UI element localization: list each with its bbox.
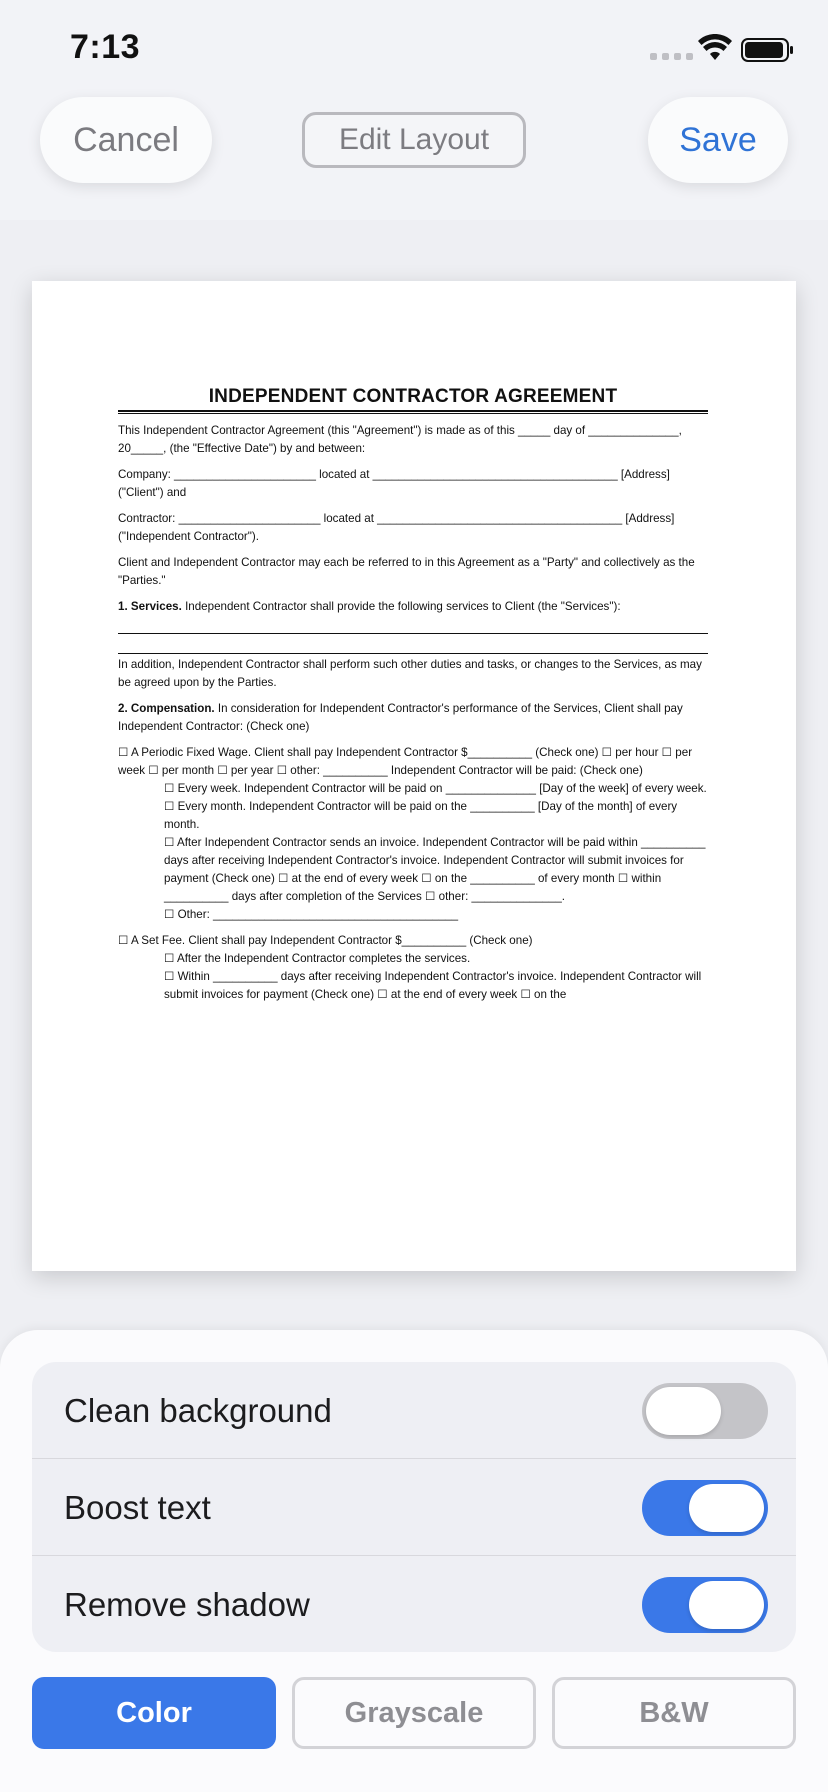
- remove-shadow-toggle[interactable]: [642, 1577, 768, 1633]
- clean-background-toggle[interactable]: [642, 1383, 768, 1439]
- document-page[interactable]: [32, 281, 796, 1271]
- option-label: Remove shadow: [64, 1585, 310, 1623]
- doc-every-week: ☐ Every week. Independent Contractor will be paid on ______________ [Day of the week] of every week.: [164, 782, 707, 795]
- option-boost-text[interactable]: [32, 1459, 796, 1556]
- bw-mode-button[interactable]: B&W: [552, 1677, 796, 1749]
- doc-company: Company: ______________________ located at ______________________________________ [Address] ("Client") and: [118, 468, 670, 499]
- services-heading: 1. Services.: [118, 600, 182, 613]
- document-title: INDEPENDENT CONTRACTOR AGREEMENT: [208, 386, 618, 407]
- doc-every-month: ☐ Every month. Independent Contractor will be paid on the __________ [Day of the month] of every month.: [164, 800, 678, 831]
- option-clean-background[interactable]: [32, 1362, 796, 1459]
- toggle-knob: [689, 1484, 764, 1532]
- document-content: [118, 386, 708, 1004]
- document-preview-area: [0, 220, 828, 1330]
- cancel-button[interactable]: Cancel: [40, 97, 212, 183]
- doc-after-invoice: ☐ After Independent Contractor sends an invoice. Independent Contractor will be paid within __________ days after receiving Independent Contractor's invoice. Independent Contractor will submit invoices for payment (Check one) ☐ at the end of every week ☐ on the __________ of every month ☐ within __________ days after completion of the Services ☐ other: ______________.: [164, 836, 706, 903]
- boost-text-toggle[interactable]: [642, 1480, 768, 1536]
- services-blank-line-2: [118, 640, 708, 654]
- doc-set-fee: ☐ A Set Fee. Client shall pay Independent Contractor $__________ (Check one): [118, 934, 533, 947]
- option-label: Clean background: [64, 1391, 332, 1429]
- top-toolbar: [0, 95, 828, 220]
- status-bar: [0, 0, 828, 95]
- doc-services: [118, 598, 708, 616]
- option-label: Boost text: [64, 1488, 211, 1526]
- doc-parties: Client and Independent Contractor may each be referred to in this Agreement as a "Party" and collectively as the "Parties.": [118, 556, 695, 587]
- save-button[interactable]: Save: [648, 97, 788, 183]
- options-card: [32, 1362, 796, 1652]
- grayscale-mode-button[interactable]: Grayscale: [292, 1677, 536, 1749]
- toggle-knob: [689, 1581, 764, 1629]
- services-text: Independent Contractor shall provide the following services to Client (the "Services"):: [185, 600, 621, 613]
- edit-layout-button[interactable]: Edit Layout: [302, 112, 526, 168]
- toggle-knob: [646, 1387, 721, 1435]
- doc-compensation: [118, 700, 708, 736]
- color-mode-button[interactable]: Color: [32, 1677, 276, 1749]
- wifi-icon: [697, 34, 733, 62]
- battery-icon: [741, 37, 795, 63]
- compensation-heading: 2. Compensation.: [118, 702, 215, 715]
- cellular-signal-icon: [650, 53, 693, 60]
- doc-intro: This Independent Contractor Agreement (this "Agreement") is made as of this _____ day of ______________, 20_____, (the "Effective Date") by and between:: [118, 424, 682, 455]
- compensation-text: In consideration for Independent Contractor's performance of the Services, Client shall pay Independent Contractor: (Check one): [118, 702, 683, 733]
- services-blank-line-1: [118, 620, 708, 634]
- enhancement-sheet: [0, 1330, 828, 1792]
- doc-set-fee-within: ☐ Within __________ days after receiving Independent Contractor's invoice. Independent Contractor will submit invoices for payment (Check one) ☐ at the end of every week ☐ on the: [164, 970, 702, 1001]
- doc-set-fee-after: ☐ After the Independent Contractor completes the services.: [164, 952, 471, 965]
- status-time: 7:13: [70, 28, 141, 66]
- doc-contractor: Contractor: ______________________ located at ______________________________________ [Address] ("Independent Contractor").: [118, 512, 675, 543]
- option-remove-shadow[interactable]: [32, 1556, 796, 1652]
- doc-other: ☐ Other: ______________________________________: [164, 908, 459, 921]
- title-rule: [118, 410, 708, 414]
- doc-periodic-wage: ☐ A Periodic Fixed Wage. Client shall pay Independent Contractor $__________ (Check one) ☐ per hour ☐ per week ☐ per month ☐ per year ☐ other: __________ Independent Contractor will be paid: (Check one): [118, 746, 693, 777]
- doc-services-addition: In addition, Independent Contractor shall perform such other duties and tasks, or changes to the Services, as may be agreed upon by the Parties.: [118, 658, 702, 689]
